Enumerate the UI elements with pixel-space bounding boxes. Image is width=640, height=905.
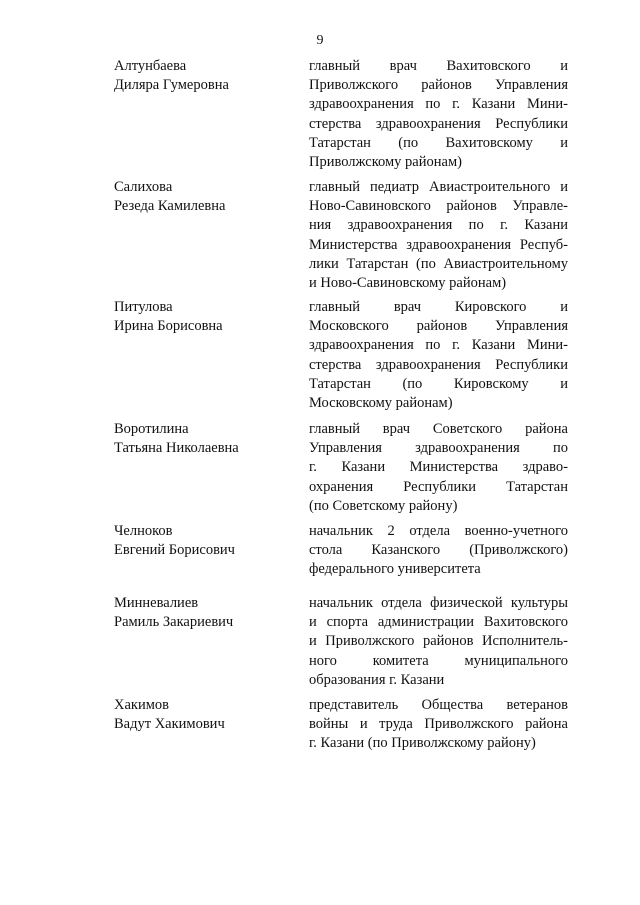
member-name xyxy=(114,298,294,336)
member-surname: Воротилина xyxy=(114,421,189,437)
position-line: стола Казанского (Приволжского) xyxy=(309,542,568,559)
position-line: главный педиатр Авиастроительного и xyxy=(309,179,568,195)
position-line: (по Советскому району) xyxy=(309,497,458,514)
position-line: стерства здравоохранения Республики xyxy=(309,115,568,132)
member-position xyxy=(309,420,568,516)
member-surname: Питулова xyxy=(114,299,173,315)
member-surname: Минневалиев xyxy=(114,595,199,611)
page-number: 9 xyxy=(316,33,324,48)
position-line: ния здравоохранения по г. Казани xyxy=(309,217,568,234)
position-line: представитель Общества ветеранов xyxy=(309,697,568,713)
position-line: образования г. Казани xyxy=(309,671,445,688)
member-position xyxy=(309,57,568,172)
position-line: Управления здравоохранения по xyxy=(309,440,568,457)
position-line: начальник 2 отдела военно-учетного xyxy=(309,523,568,539)
member-position xyxy=(309,178,568,293)
position-line: охранения Республики Татарстан xyxy=(309,478,568,495)
member-given-names: Резеда Камилевна xyxy=(114,198,226,214)
member-given-names: Диляра Гумеровна xyxy=(114,77,229,93)
position-line: Московского районов Управления xyxy=(309,318,568,335)
position-line: ного комитета муниципального xyxy=(309,652,568,669)
member-name xyxy=(114,696,294,734)
member-name xyxy=(114,420,294,458)
position-line: войны и труда Приволжского района xyxy=(309,716,568,733)
position-line: и спорта администрации Вахитовского xyxy=(309,614,568,631)
member-given-names: Рамиль Закариевич xyxy=(114,614,234,630)
position-line: здравоохранения по г. Казани Мини- xyxy=(309,337,568,354)
member-given-names: Татьяна Николаевна xyxy=(114,440,239,456)
position-line: начальник отдела физической культуры xyxy=(309,595,568,611)
position-line: Министерства здравоохранения Респуб- xyxy=(309,236,568,253)
position-line: и Ново-Савиновскому районам) xyxy=(309,275,507,292)
member-surname: Хакимов xyxy=(114,697,169,713)
position-line: г. Казани Министерства здраво- xyxy=(309,459,568,476)
member-name xyxy=(114,57,294,95)
position-line: и Приволжского районов Исполнитель- xyxy=(309,633,568,650)
position-line: здравоохранения по г. Казани Мини- xyxy=(309,96,568,113)
member-position xyxy=(309,522,568,580)
member-surname: Салихова xyxy=(114,179,173,195)
position-line: федерального университета xyxy=(309,561,481,578)
position-line: главный врач Советского района xyxy=(309,421,568,437)
position-line: главный врач Кировского и xyxy=(309,299,568,315)
position-line: Приволжского районов Управления xyxy=(309,77,568,94)
member-surname: Челноков xyxy=(114,523,173,539)
member-name xyxy=(114,594,294,632)
member-name xyxy=(114,522,294,560)
position-line: стерства здравоохранения Республики xyxy=(309,356,568,373)
position-line: г. Казани (по Приволжскому району) xyxy=(309,735,536,752)
position-line: Татарстан (по Вахитовскому и xyxy=(309,134,568,151)
position-line: главный врач Вахитовского и xyxy=(309,58,568,74)
position-line: лики Татарстан (по Авиастроительному xyxy=(309,255,568,272)
position-line: Приволжскому районам) xyxy=(309,154,462,171)
member-position xyxy=(309,594,568,690)
member-given-names: Евгений Борисович xyxy=(114,542,235,558)
position-line: Ново-Савиновского районов Управле- xyxy=(309,198,568,215)
member-position xyxy=(309,696,568,754)
member-given-names: Вадут Хакимович xyxy=(114,716,225,732)
member-surname: Алтунбаева xyxy=(114,58,187,74)
position-line: Татарстан (по Кировскому и xyxy=(309,375,568,392)
member-name xyxy=(114,178,294,216)
member-position xyxy=(309,298,568,413)
member-given-names: Ирина Борисовна xyxy=(114,318,223,334)
position-line: Московскому районам) xyxy=(309,395,453,412)
